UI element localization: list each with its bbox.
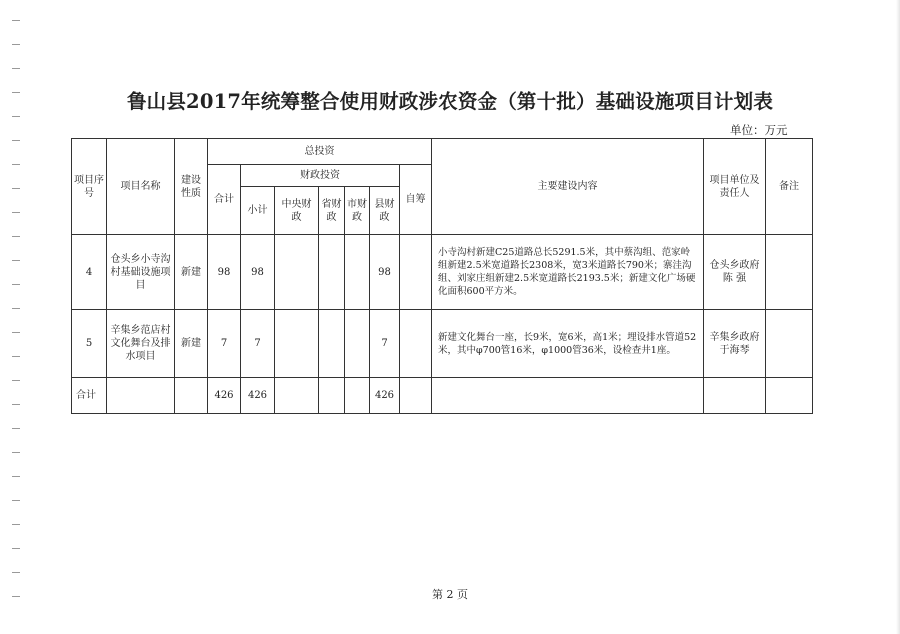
row-municipal <box>345 235 370 310</box>
row-remark <box>766 310 813 378</box>
page-number: 第 2 页 <box>432 588 468 601</box>
row-name: 仓头乡小寺沟村基础设施项目 <box>107 235 175 310</box>
row-sum: 98 <box>208 235 241 310</box>
header-provincial: 省财政 <box>319 187 345 235</box>
row-county: 7 <box>370 310 400 378</box>
total-row <box>72 378 813 414</box>
row-seq: 5 <box>72 310 107 378</box>
header-self: 自筹 <box>400 165 432 235</box>
header-county: 县财政 <box>370 187 400 235</box>
row-sum: 7 <box>208 310 241 378</box>
row-name: 辛集乡范店村文化舞台及排水项目 <box>107 310 175 378</box>
row-county: 98 <box>370 235 400 310</box>
header-subtotal: 小计 <box>241 187 275 235</box>
row-remark <box>766 235 813 310</box>
total-name <box>107 378 175 414</box>
row-seq: 4 <box>72 235 107 310</box>
document-title: 鲁山县2017年统筹整合使用财政涉农资金（第十批）基础设施项目计划表 <box>126 90 774 113</box>
total-unit-responsible <box>704 378 766 414</box>
row-self <box>400 310 432 378</box>
project-plan-table <box>71 138 813 414</box>
row-content: 小寺沟村新建C25道路总长5291.5米，其中蔡沟组、范家岭组新建2.5米宽道路长2308米，宽3米道路长790米；寨洼沟组、刘家庄组新建2.5米宽道路长2193.5米；新建文化广场硬化面积600平方米。 <box>432 235 704 310</box>
total-municipal <box>345 378 370 414</box>
total-central <box>275 378 319 414</box>
row-municipal <box>345 310 370 378</box>
row-unit-responsible: 辛集乡政府 于海琴 <box>704 310 766 378</box>
header-fiscal: 财政投资 <box>241 165 400 187</box>
row-self <box>400 235 432 310</box>
row-subtotal: 98 <box>241 235 275 310</box>
total-subtotal: 426 <box>241 378 275 414</box>
header-unit-responsible: 项目单位及责任人 <box>704 139 766 235</box>
total-content <box>432 378 704 414</box>
header-seq: 项目序号 <box>72 139 107 235</box>
table-row <box>72 310 813 378</box>
header-municipal: 市财政 <box>345 187 370 235</box>
row-provincial <box>319 310 345 378</box>
total-county: 426 <box>370 378 400 414</box>
total-sum: 426 <box>208 378 241 414</box>
row-unit-responsible: 仓头乡政府 陈 强 <box>704 235 766 310</box>
header-remark: 备注 <box>766 139 813 235</box>
row-central <box>275 235 319 310</box>
unit-label: 单位：万元 <box>730 123 788 137</box>
total-label: 合计 <box>72 378 107 414</box>
total-nature <box>175 378 208 414</box>
table-row <box>72 235 813 310</box>
total-remark <box>766 378 813 414</box>
total-provincial <box>319 378 345 414</box>
header-total-investment: 总投资 <box>208 139 432 165</box>
row-nature: 新建 <box>175 235 208 310</box>
row-content: 新建文化舞台一座，长9米，宽6米，高1米；埋设排水管道52米，其中φ700管16米，φ1000管36米，设检查井1座。 <box>432 310 704 378</box>
row-subtotal: 7 <box>241 310 275 378</box>
row-central <box>275 310 319 378</box>
row-nature: 新建 <box>175 310 208 378</box>
header-name: 项目名称 <box>107 139 175 235</box>
header-central: 中央财政 <box>275 187 319 235</box>
header-content: 主要建设内容 <box>432 139 704 235</box>
header-sum: 合计 <box>208 165 241 235</box>
row-provincial <box>319 235 345 310</box>
total-self <box>400 378 432 414</box>
header-nature: 建设性质 <box>175 139 208 235</box>
